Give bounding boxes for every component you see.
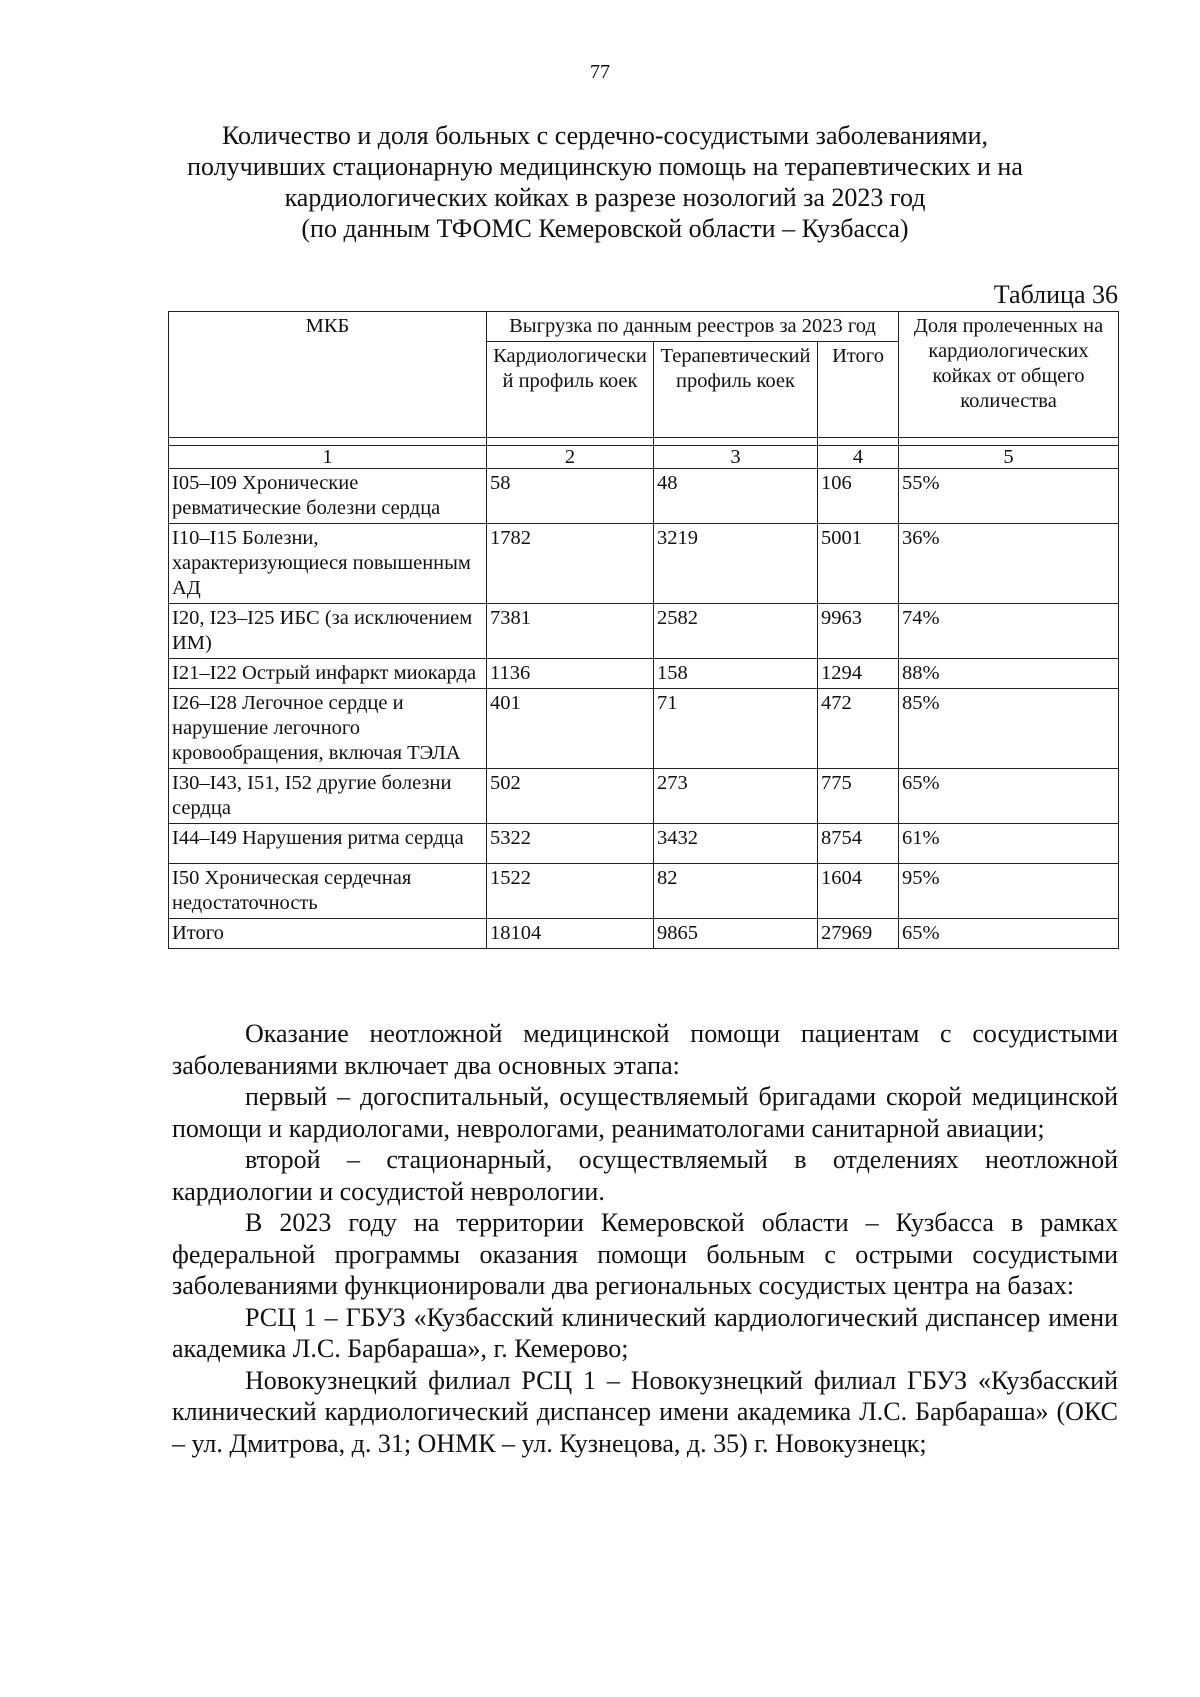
- cardio-cell: 1782: [487, 524, 654, 604]
- mkb-cell: I05–I09 Хронические ревматические болезни сердца: [169, 469, 487, 524]
- total-cell: 1294: [818, 659, 899, 689]
- total-cell: 8754: [818, 824, 899, 864]
- total-cell: 9963: [818, 604, 899, 659]
- share-cell: 36%: [899, 524, 1119, 604]
- column-index: 2: [487, 446, 654, 469]
- total-cell: 472: [818, 689, 899, 769]
- share-cell: 65%: [899, 769, 1119, 824]
- cardio-cell: 5322: [487, 824, 654, 864]
- cardio-cell: 58: [487, 469, 654, 524]
- header-group: Выгрузка по данным реестров за 2023 год: [487, 312, 899, 342]
- cardio-cell: 18104: [487, 919, 654, 949]
- table-row: [169, 824, 1119, 864]
- mkb-cell: I10–I15 Болезни, характеризующиеся повышенным АД: [169, 524, 487, 604]
- column-index: 1: [169, 446, 487, 469]
- cardio-cell: 7381: [487, 604, 654, 659]
- table-body: [169, 438, 1119, 949]
- column-index: 3: [654, 446, 818, 469]
- total-cell: 106: [818, 469, 899, 524]
- paragraph: РСЦ 1 – ГБУЗ «Кузбасский клинический кардиологический диспансер имени академика Л.С. Барбараша», г. Кемерово;: [172, 1302, 1118, 1363]
- title-line-4: (по данным ТФОМС Кемеровской области – Кузбасса): [301, 214, 909, 243]
- table-row: [169, 689, 1119, 769]
- column-index: 4: [818, 446, 899, 469]
- thera-cell: 3432: [654, 824, 818, 864]
- table-row: [169, 469, 1119, 524]
- share-cell: 88%: [899, 659, 1119, 689]
- mkb-cell: I20, I23–I25 ИБС (за исключением ИМ): [169, 604, 487, 659]
- share-cell: 65%: [899, 919, 1119, 949]
- paragraph: В 2023 году на территории Кемеровской области – Кузбасса в рамках федеральной программы оказания помощи больным с острыми сосудистыми заболеваниями функционировали два региональных сосудистых центра на базах:: [172, 1208, 1118, 1300]
- share-cell: 61%: [899, 824, 1119, 864]
- table-row: [169, 769, 1119, 824]
- table-row: [169, 864, 1119, 919]
- mkb-cell: I44–I49 Нарушения ритма сердца: [169, 824, 487, 864]
- column-index: 5: [899, 446, 1119, 469]
- thera-cell: 82: [654, 864, 818, 919]
- paragraph: Новокузнецкий филиал РСЦ 1 – Новокузнецкий филиал ГБУЗ «Кузбасский клинический кардиологический диспансер имени академика Л.С. Барбараша» (ОКС – ул. Дмитрова, д. 31; ОНМК – ул. Кузнецова, д. 35) г. Новокузнецк;: [172, 1365, 1118, 1458]
- mkb-cell: Итого: [169, 919, 487, 949]
- mkb-cell: I26–I28 Легочное сердце и нарушение легочного кровообращения, включая ТЭЛА: [169, 689, 487, 769]
- mkb-cell: I30–I43, I51, I52 другие болезни сердца: [169, 769, 487, 824]
- paragraph: Оказание неотложной медицинской помощи пациентам с сосудистыми заболеваниями включает два основных этапа:: [172, 1019, 1118, 1080]
- thera-cell: 158: [654, 659, 818, 689]
- header-mkb: МКБ: [169, 312, 487, 438]
- cardio-cell: 502: [487, 769, 654, 824]
- thera-cell: 273: [654, 769, 818, 824]
- share-cell: 95%: [899, 864, 1119, 919]
- thera-cell: 2582: [654, 604, 818, 659]
- cardio-cell: 1522: [487, 864, 654, 919]
- cardio-cell: 1136: [487, 659, 654, 689]
- total-cell: 5001: [818, 524, 899, 604]
- mkb-cell: I50 Хроническая сердечная недостаточность: [169, 864, 487, 919]
- page-number: 77: [590, 61, 610, 83]
- header-thera: Терапевтический профиль коек: [654, 342, 818, 438]
- title-line-3: кардиологических койках в разрезе нозологий за 2023 год: [284, 183, 926, 212]
- title-line-1: Количество и доля больных с сердечно-сосудистыми заболеваниями,: [221, 121, 989, 150]
- table-row: [169, 524, 1119, 604]
- share-cell: 85%: [899, 689, 1119, 769]
- thera-cell: 71: [654, 689, 818, 769]
- cardio-cell: 401: [487, 689, 654, 769]
- document-title: [165, 120, 1045, 244]
- thera-cell: 3219: [654, 524, 818, 604]
- total-cell: 775: [818, 769, 899, 824]
- header-total: Итого: [818, 342, 899, 438]
- statistics-table: [168, 311, 1119, 949]
- title-line-2: получивших стационарную медицинскую помощь на терапевтических и на: [187, 152, 1023, 181]
- paragraph: второй – стационарный, осуществляемый в отделениях неотложной кардиологии и сосудистой неврологии.: [172, 1145, 1118, 1206]
- mkb-cell: I21–I22 Острый инфаркт миокарда: [169, 659, 487, 689]
- header-separator: [169, 438, 1119, 446]
- total-cell: 1604: [818, 864, 899, 919]
- header-cardio: Кардиологически й профиль коек: [487, 342, 654, 438]
- paragraph: первый – догоспитальный, осуществляемый бригадами скорой медицинской помощи и кардиологами, неврологами, реаниматологами санитарной авиации;: [172, 1082, 1118, 1143]
- column-index-row: [169, 446, 1119, 469]
- share-cell: 55%: [899, 469, 1119, 524]
- table-header: [169, 312, 1119, 438]
- share-cell: 74%: [899, 604, 1119, 659]
- table-label: Таблица 36: [993, 280, 1118, 309]
- thera-cell: 9865: [654, 919, 818, 949]
- table-total-row: [169, 919, 1119, 949]
- total-cell: 27969: [818, 919, 899, 949]
- table-row: [169, 659, 1119, 689]
- thera-cell: 48: [654, 469, 818, 524]
- header-share: Доля пролеченных на кардиологических койках от общего количества: [899, 312, 1119, 438]
- body-text: [172, 1018, 1118, 1459]
- table-row: [169, 604, 1119, 659]
